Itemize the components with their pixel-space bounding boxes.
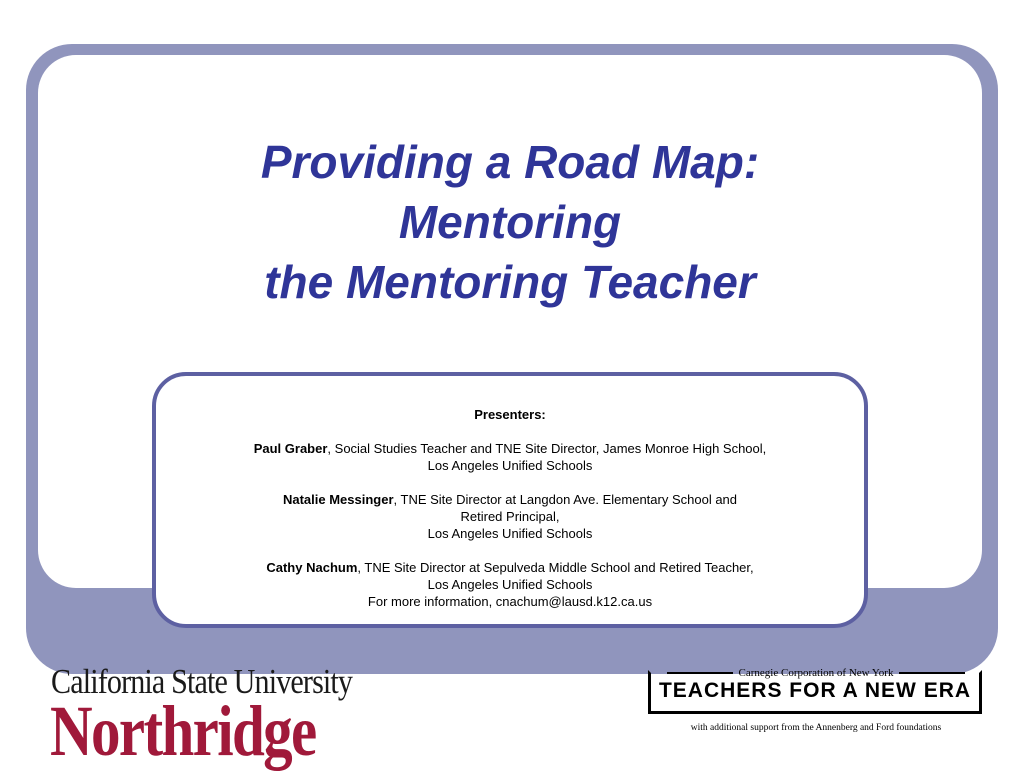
- csun-logo-line1: California State University: [51, 662, 353, 701]
- title-line-1: Providing a Road Map:: [260, 136, 760, 188]
- presenter-name: Natalie Messinger: [282, 492, 394, 507]
- presenter-org: Los Angeles Unified Schools: [427, 577, 593, 592]
- tne-logo-sponsor: Carnegie Corporation of New York: [648, 667, 984, 679]
- title-line-3: the Mentoring Teacher: [264, 256, 756, 308]
- presenter-name: Cathy Nachum: [266, 560, 358, 575]
- presenter-org: Los Angeles Unified Schools: [427, 458, 593, 473]
- csun-logo-line2: Northridge: [50, 691, 316, 771]
- presenter-cathy-nachum: [156, 559, 864, 610]
- presenter-role: , Social Studies Teacher and TNE Site Director, James Monroe High School,: [327, 441, 767, 456]
- slide-title: [38, 132, 982, 312]
- csun-logo: [48, 660, 380, 771]
- tne-logo: [648, 663, 984, 743]
- tne-logo-support: with additional support from the Annenberg and Ford foundations: [690, 723, 942, 733]
- presenter-role-cont: Retired Principal,: [460, 509, 560, 524]
- presenter-role: , TNE Site Director at Sepulveda Middle School and Retired Teacher,: [357, 560, 754, 575]
- presenters-heading: Presenters:: [474, 407, 546, 422]
- contact-info: For more information, cnachum@lausd.k12.ca.us: [367, 594, 653, 609]
- tne-logo-title: TEACHERS FOR A NEW ERA: [658, 679, 972, 702]
- presenter-natalie-messinger: [156, 491, 864, 542]
- presenters-box: [152, 372, 868, 628]
- presenter-paul-graber: [156, 440, 864, 474]
- presenter-role: , TNE Site Director at Langdon Ave. Elementary School and: [393, 492, 738, 507]
- presenter-org: Los Angeles Unified Schools: [427, 526, 593, 541]
- title-line-2: Mentoring: [398, 196, 622, 248]
- presenter-name: Paul Graber: [253, 441, 328, 456]
